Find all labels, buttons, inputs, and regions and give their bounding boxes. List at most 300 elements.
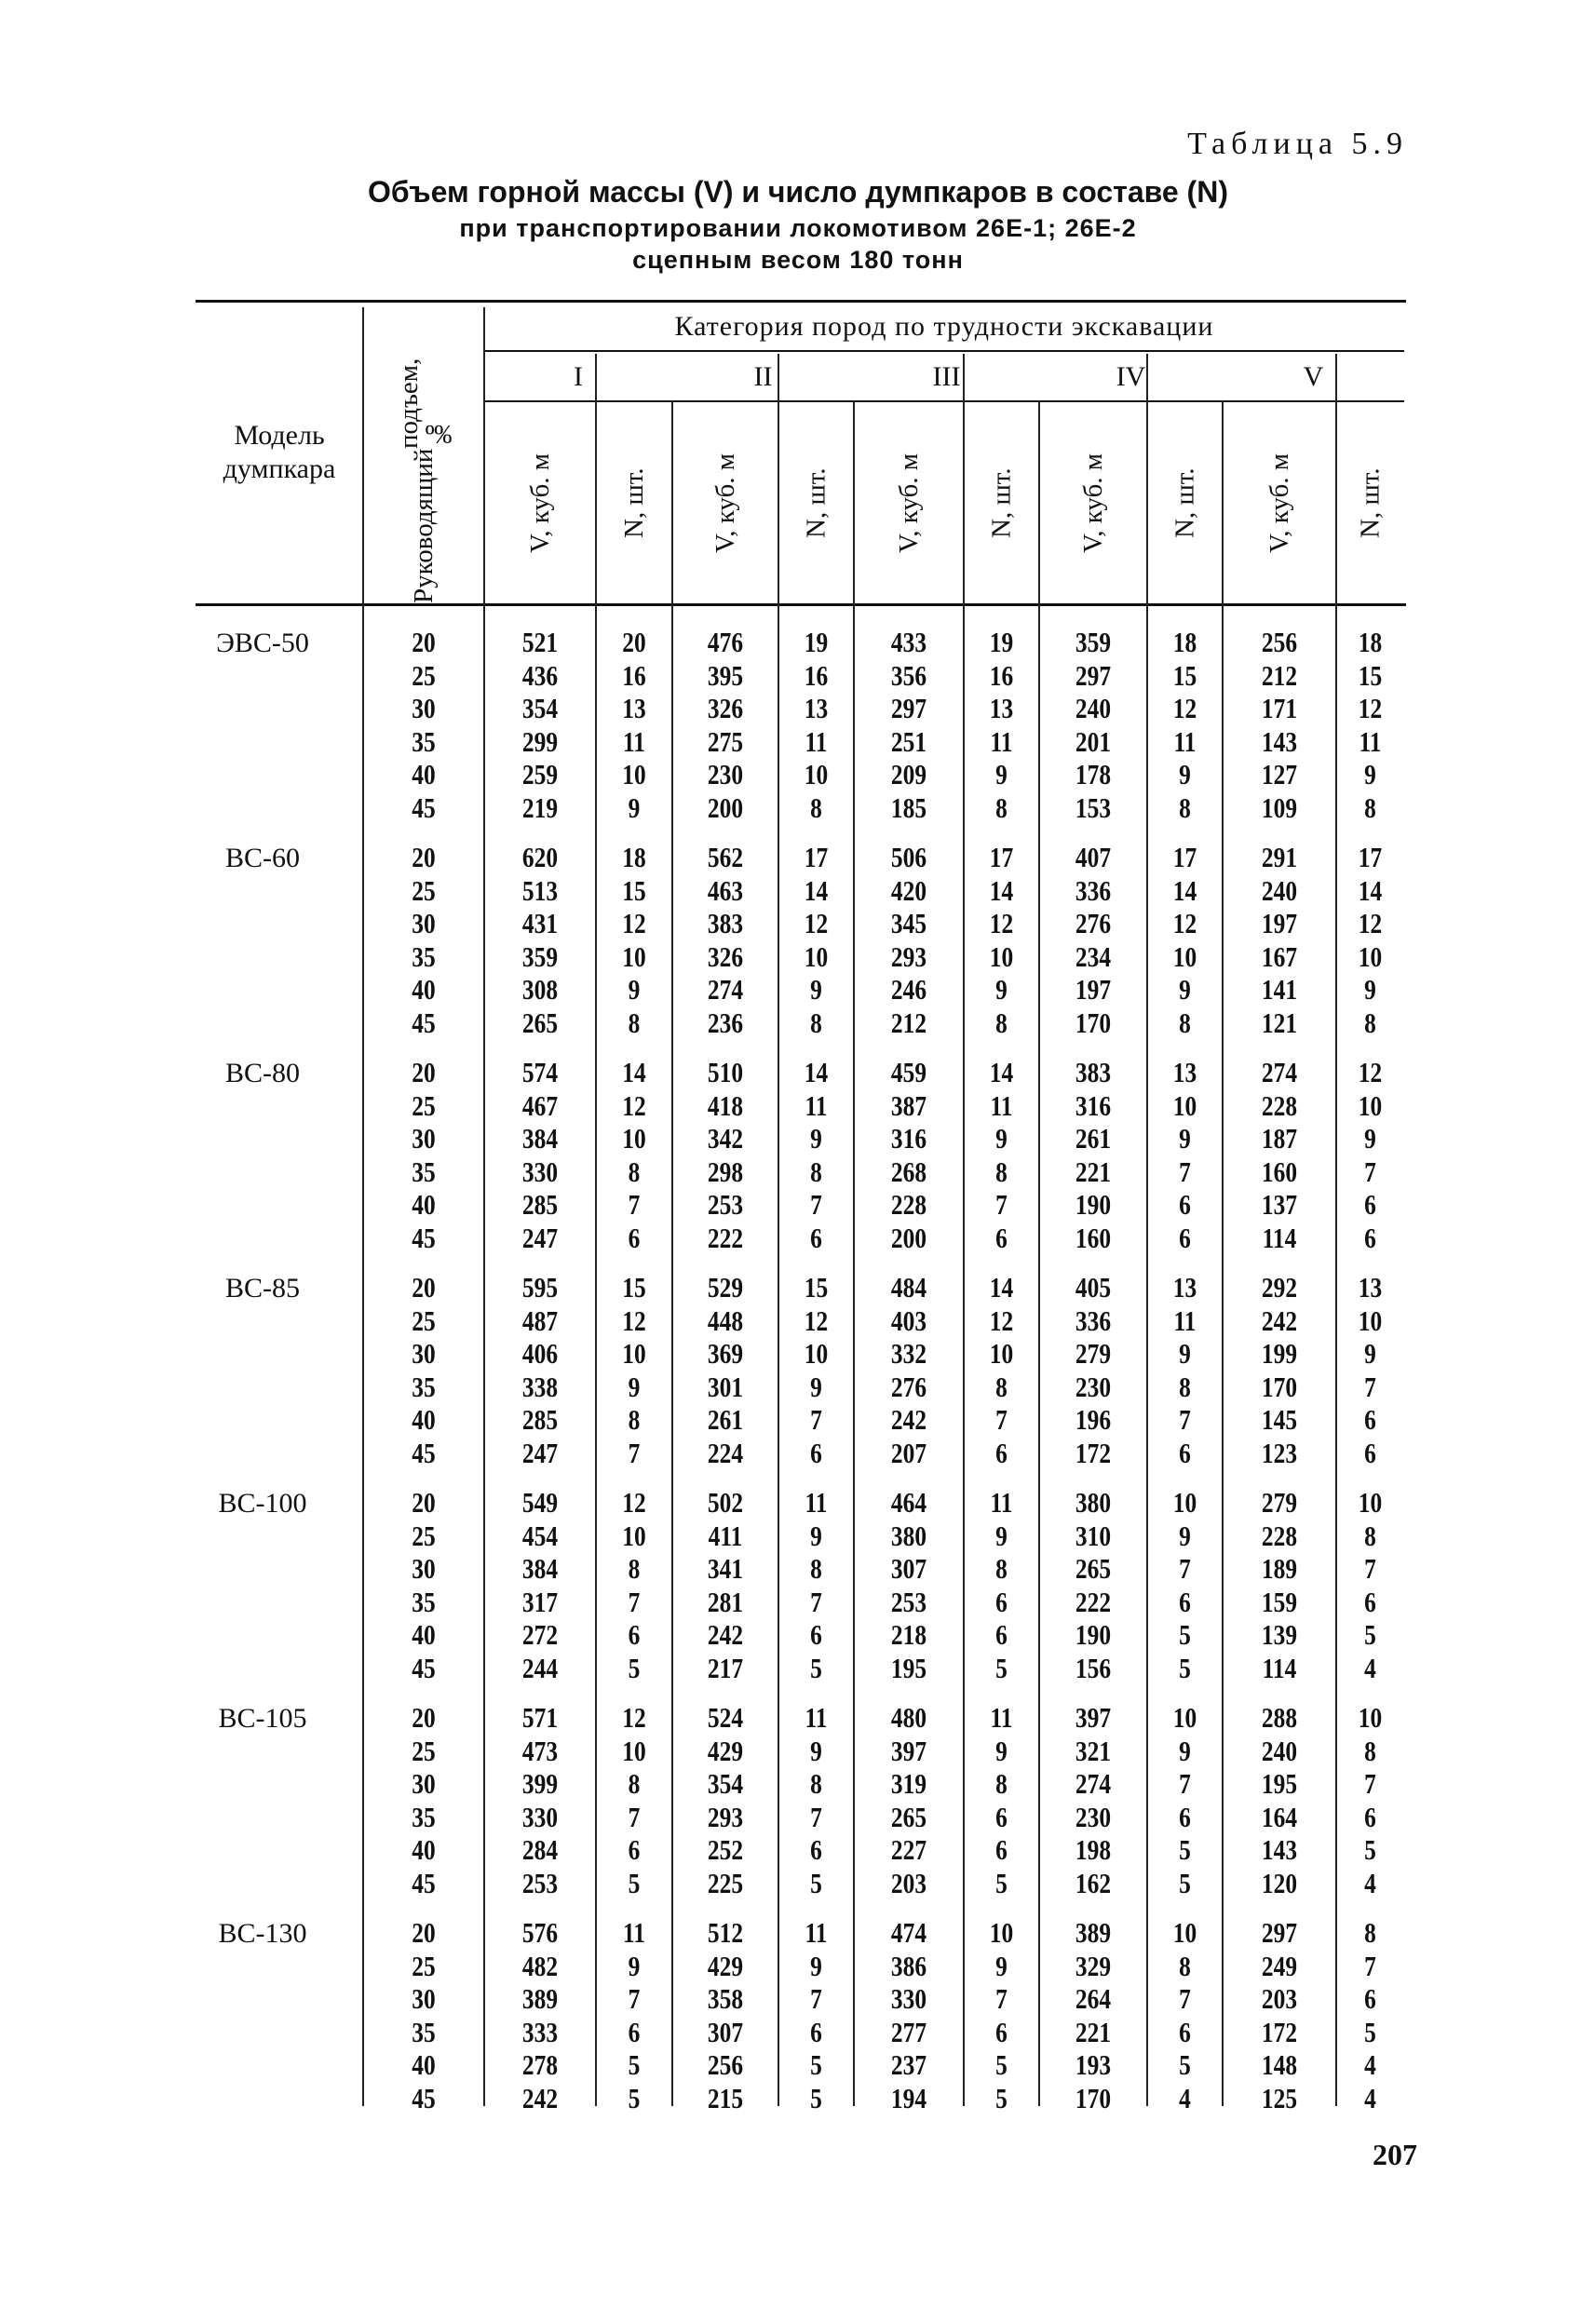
n-count-cell: 5	[810, 1866, 822, 1899]
n-count-cell: 14	[804, 873, 829, 907]
volume-cell: 212	[1261, 658, 1298, 692]
grade-cell: 45	[412, 1221, 436, 1254]
volume-cell: 330	[890, 1982, 927, 2015]
volume-cell: 620	[521, 841, 559, 873]
grade-cell: 35	[412, 1585, 436, 1618]
n-count-cell: 11	[1173, 724, 1197, 758]
volume-cell: 338	[521, 1370, 559, 1403]
grade-header-line-1: Руководящий	[409, 448, 439, 603]
volume-cell: 411	[708, 1519, 743, 1552]
volume-cell: 203	[890, 1866, 927, 1899]
n-count-cell: 9	[810, 1519, 822, 1552]
n-count-cell: 7	[628, 1188, 641, 1221]
volume-cell: 253	[521, 1866, 559, 1899]
volume-cell: 369	[707, 1337, 744, 1370]
n-count-cell: 9	[628, 973, 641, 1006]
grade-cell: 35	[412, 1800, 436, 1833]
n-count-cell: 9	[810, 1122, 822, 1155]
column-divider	[853, 400, 855, 2106]
n-count-cell: 6	[628, 2015, 641, 2048]
n-count-cell: 7	[1364, 1370, 1376, 1403]
n-count-cell: 8	[1364, 1734, 1376, 1767]
grade-cell: 45	[412, 2081, 436, 2114]
volume-cell: 244	[521, 1651, 559, 1684]
volume-cell: 261	[1075, 1122, 1112, 1155]
n-count-cell: 9	[995, 1949, 1008, 1982]
volume-cell: 429	[707, 1949, 744, 1982]
n-count-cell: 8	[1364, 1916, 1376, 1949]
n-count-cell: 10	[1172, 1088, 1197, 1122]
n-count-cell: 5	[1364, 1618, 1376, 1651]
n-count-cell: 7	[628, 1800, 641, 1833]
model-name: ВС-100	[218, 1488, 307, 1519]
n-count-cell: 13	[622, 692, 646, 724]
n-count-cell: 7	[1364, 1767, 1376, 1800]
volume-cell: 195	[890, 1651, 927, 1684]
n-count-cell: 14	[804, 1056, 829, 1088]
volume-cell: 326	[707, 692, 744, 724]
n-count-cell: 10	[989, 1337, 1014, 1370]
volume-cell: 230	[1075, 1800, 1112, 1833]
volume-cell: 299	[521, 724, 559, 758]
n-count-cell: 6	[1364, 1585, 1376, 1618]
n-count-cell: 9	[1364, 1122, 1376, 1155]
v-column-header: V, куб. м	[525, 453, 555, 553]
n-count-cell: 12	[989, 1304, 1014, 1337]
volume-cell: 217	[707, 1651, 744, 1684]
n-count-cell: 7	[628, 1436, 641, 1469]
volume-cell: 170	[1261, 1370, 1298, 1403]
volume-cell: 513	[521, 873, 559, 907]
n-count-cell: 6	[1179, 1221, 1191, 1254]
page-number: 207	[1373, 2138, 1417, 2171]
n-count-cell: 12	[1358, 1056, 1383, 1088]
volume-cell: 288	[1261, 1701, 1298, 1734]
volume-cell: 268	[890, 1155, 927, 1188]
volume-cell: 387	[890, 1088, 927, 1122]
n-count-cell: 6	[995, 1800, 1008, 1833]
volume-cell: 474	[890, 1916, 927, 1949]
model-name: ВС-60	[224, 843, 300, 873]
n-count-cell: 9	[628, 790, 641, 824]
volume-cell: 222	[1075, 1585, 1112, 1618]
n-count-cell: 4	[1364, 2081, 1376, 2114]
volume-cell: 549	[521, 1486, 559, 1519]
n-count-cell: 5	[810, 2048, 822, 2081]
n-count-cell: 7	[1364, 1949, 1376, 1982]
model-header: Модель думпкара	[223, 420, 336, 484]
n-count-cell: 15	[1358, 658, 1383, 692]
grade-cell: 25	[412, 873, 436, 907]
n-count-cell: 6	[628, 1833, 641, 1866]
volume-cell: 215	[707, 2081, 744, 2114]
volume-cell: 595	[521, 1271, 559, 1304]
volume-cell: 285	[521, 1403, 559, 1436]
n-count-cell: 6	[628, 1618, 641, 1651]
volume-cell: 209	[890, 758, 927, 790]
volume-cell: 228	[890, 1188, 927, 1221]
category-numeral: I	[574, 361, 583, 392]
n-count-cell: 8	[1364, 790, 1376, 824]
n-count-cell: 11	[805, 724, 828, 758]
volume-cell: 123	[1261, 1436, 1298, 1469]
n-count-cell: 5	[810, 2081, 822, 2114]
n-count-cell: 9	[1179, 1337, 1191, 1370]
volume-cell: 156	[1075, 1651, 1112, 1684]
n-count-cell: 9	[1179, 973, 1191, 1006]
n-count-cell: 9	[995, 758, 1008, 790]
grade-cell: 25	[412, 1734, 436, 1767]
volume-cell: 114	[1262, 1651, 1297, 1684]
n-count-cell: 9	[810, 1949, 822, 1982]
n-count-cell: 9	[810, 1370, 822, 1403]
volume-cell: 259	[521, 758, 559, 790]
column-divider	[778, 354, 779, 2106]
volume-cell: 228	[1261, 1519, 1298, 1552]
category-numeral: IV	[1116, 361, 1146, 392]
n-count-cell: 6	[995, 1221, 1008, 1254]
volume-cell: 464	[890, 1486, 927, 1519]
volume-cell: 332	[890, 1337, 927, 1370]
n-count-cell: 13	[1172, 1271, 1197, 1304]
n-count-cell: 10	[1358, 1486, 1383, 1519]
volume-cell: 159	[1261, 1585, 1298, 1618]
volume-cell: 354	[707, 1767, 744, 1800]
volume-cell: 429	[707, 1734, 744, 1767]
volume-cell: 354	[521, 692, 559, 724]
n-count-cell: 10	[1172, 1701, 1197, 1734]
n-count-cell: 5	[1179, 1866, 1191, 1899]
category-numeral: III	[932, 361, 961, 392]
volume-cell: 228	[1261, 1088, 1298, 1122]
volume-cell: 197	[1261, 907, 1298, 939]
volume-cell: 276	[1075, 907, 1112, 939]
n-count-cell: 6	[995, 1436, 1008, 1469]
n-count-cell: 11	[805, 1701, 828, 1734]
volume-cell: 249	[1261, 1949, 1298, 1982]
n-count-cell: 5	[995, 1651, 1008, 1684]
grade-cell: 30	[412, 1982, 436, 2015]
n-count-cell: 12	[989, 907, 1014, 939]
volume-cell: 197	[1075, 973, 1112, 1006]
volume-cell: 405	[1075, 1271, 1112, 1304]
volume-cell: 293	[707, 1800, 744, 1833]
n-count-cell: 8	[1179, 1006, 1191, 1039]
grade-cell: 40	[412, 1833, 436, 1866]
n-count-cell: 19	[804, 626, 829, 658]
n-count-cell: 19	[989, 626, 1014, 658]
volume-cell: 403	[890, 1304, 927, 1337]
n-count-cell: 7	[1179, 1552, 1191, 1585]
column-divider	[1335, 354, 1337, 2106]
volume-cell: 336	[1075, 1304, 1112, 1337]
volume-cell: 170	[1075, 2081, 1112, 2114]
volume-cell: 265	[521, 1006, 559, 1039]
n-count-cell: 6	[628, 1221, 641, 1254]
volume-cell: 293	[890, 939, 927, 973]
volume-cell: 143	[1261, 1833, 1298, 1866]
n-count-cell: 11	[805, 1486, 828, 1519]
volume-cell: 193	[1075, 2048, 1112, 2081]
n-count-cell: 17	[1172, 841, 1197, 873]
volume-cell: 207	[890, 1436, 927, 1469]
volume-cell: 190	[1075, 1618, 1112, 1651]
volume-cell: 336	[1075, 873, 1112, 907]
n-count-cell: 12	[1358, 907, 1383, 939]
volume-cell: 242	[521, 2081, 559, 2114]
grade-cell: 35	[412, 2015, 436, 2048]
n-count-cell: 5	[1179, 1833, 1191, 1866]
volume-cell: 307	[890, 1552, 927, 1585]
grade-cell: 20	[412, 1271, 436, 1304]
volume-cell: 145	[1261, 1403, 1298, 1436]
grade-cell: 40	[412, 1188, 436, 1221]
volume-cell: 109	[1261, 790, 1298, 824]
n-count-cell: 13	[1358, 1271, 1383, 1304]
n-count-cell: 14	[989, 1056, 1014, 1088]
n-count-cell: 14	[622, 1056, 646, 1088]
volume-cell: 329	[1075, 1949, 1112, 1982]
n-count-cell: 9	[995, 973, 1008, 1006]
volume-cell: 571	[521, 1701, 559, 1734]
model-name: ВС-130	[218, 1918, 307, 1949]
volume-cell: 407	[1075, 841, 1112, 873]
grade-cell: 25	[412, 1519, 436, 1552]
n-count-cell: 9	[1364, 1337, 1376, 1370]
n-count-cell: 10	[622, 1734, 646, 1767]
volume-cell: 227	[890, 1833, 927, 1866]
n-count-cell: 5	[995, 1866, 1008, 1899]
volume-cell: 482	[521, 1949, 559, 1982]
grade-cell: 35	[412, 1155, 436, 1188]
volume-cell: 198	[1075, 1833, 1112, 1866]
volume-cell: 281	[707, 1585, 744, 1618]
volume-cell: 277	[890, 2015, 927, 2048]
n-count-cell: 11	[1173, 1304, 1197, 1337]
n-count-cell: 10	[1358, 1304, 1383, 1337]
n-count-cell: 11	[622, 724, 646, 758]
volume-cell: 297	[890, 692, 927, 724]
grade-cell: 45	[412, 1436, 436, 1469]
volume-cell: 178	[1075, 758, 1112, 790]
volume-cell: 199	[1261, 1337, 1298, 1370]
v-column-header: V, куб. м	[1078, 453, 1108, 553]
n-count-cell: 17	[1358, 841, 1383, 873]
n-count-cell: 6	[810, 2015, 822, 2048]
volume-cell: 237	[890, 2048, 927, 2081]
v-column-header: V, куб. м	[710, 453, 740, 553]
grade-cell: 25	[412, 1949, 436, 1982]
n-count-cell: 9	[628, 1370, 641, 1403]
n-count-cell: 11	[990, 1701, 1013, 1734]
n-count-cell: 10	[622, 1122, 646, 1155]
volume-cell: 342	[707, 1122, 744, 1155]
n-count-cell: 8	[1364, 1006, 1376, 1039]
volume-cell: 524	[707, 1701, 744, 1734]
n-count-cell: 8	[995, 1006, 1008, 1039]
volume-cell: 316	[1075, 1088, 1112, 1122]
volume-cell: 476	[707, 626, 744, 658]
n-column-header: N, шт.	[1170, 467, 1200, 538]
volume-cell: 383	[707, 907, 744, 939]
volume-cell: 242	[707, 1618, 744, 1651]
n-count-cell: 4	[1364, 2048, 1376, 2081]
volume-cell: 222	[707, 1221, 744, 1254]
volume-cell: 265	[890, 1800, 927, 1833]
volume-cell: 253	[890, 1585, 927, 1618]
grade-cell: 20	[412, 1701, 436, 1734]
volume-cell: 240	[1075, 692, 1112, 724]
grade-cell: 30	[412, 1767, 436, 1800]
volume-cell: 399	[521, 1767, 559, 1800]
n-count-cell: 7	[628, 1585, 641, 1618]
volume-cell: 326	[707, 939, 744, 973]
n-count-cell: 6	[995, 1618, 1008, 1651]
n-count-cell: 6	[1179, 2015, 1191, 2048]
n-count-cell: 8	[1179, 1370, 1191, 1403]
volume-cell: 480	[890, 1701, 927, 1734]
volume-cell: 236	[707, 1006, 744, 1039]
n-count-cell: 7	[810, 1800, 822, 1833]
volume-cell: 171	[1261, 692, 1298, 724]
volume-cell: 137	[1261, 1188, 1298, 1221]
n-count-cell: 17	[804, 841, 829, 873]
n-count-cell: 7	[810, 1403, 822, 1436]
n-count-cell: 6	[995, 1585, 1008, 1618]
grade-cell: 45	[412, 1651, 436, 1684]
volume-cell: 436	[521, 658, 559, 692]
n-count-cell: 7	[810, 1585, 822, 1618]
grade-cell: 20	[412, 1056, 436, 1088]
n-count-cell: 11	[805, 1088, 828, 1122]
volume-cell: 356	[890, 658, 927, 692]
volume-cell: 247	[521, 1221, 559, 1254]
n-count-cell: 5	[1364, 1833, 1376, 1866]
n-count-cell: 10	[622, 1519, 646, 1552]
volume-cell: 160	[1261, 1155, 1298, 1188]
volume-cell: 395	[707, 658, 744, 692]
volume-cell: 242	[1261, 1304, 1298, 1337]
n-count-cell: 10	[804, 1337, 829, 1370]
volume-cell: 574	[521, 1056, 559, 1088]
volume-cell: 251	[890, 724, 927, 758]
n-count-cell: 8	[1179, 790, 1191, 824]
grade-cell: 30	[412, 1337, 436, 1370]
n-count-cell: 8	[810, 1552, 822, 1585]
n-count-cell: 10	[804, 758, 829, 790]
n-count-cell: 8	[628, 1155, 641, 1188]
volume-cell: 358	[707, 1982, 744, 2015]
n-count-cell: 10	[1172, 1486, 1197, 1519]
n-count-cell: 10	[1358, 1088, 1383, 1122]
n-count-cell: 12	[622, 1304, 646, 1337]
n-count-cell: 15	[622, 873, 646, 907]
column-divider	[595, 354, 597, 2106]
n-count-cell: 7	[810, 1188, 822, 1221]
n-count-cell: 7	[995, 1982, 1008, 2015]
n-count-cell: 5	[1179, 1618, 1191, 1651]
volume-cell: 172	[1075, 1436, 1112, 1469]
volume-cell: 212	[890, 1006, 927, 1039]
volume-cell: 196	[1075, 1403, 1112, 1436]
n-count-cell: 6	[810, 1618, 822, 1651]
n-count-cell: 5	[1179, 1651, 1191, 1684]
volume-cell: 341	[707, 1552, 744, 1585]
volume-cell: 261	[707, 1403, 744, 1436]
volume-cell: 153	[1075, 790, 1112, 824]
volume-cell: 359	[521, 939, 559, 973]
volume-cell: 247	[521, 1436, 559, 1469]
n-count-cell: 10	[622, 1337, 646, 1370]
grade-header-line-2: подъем, ‰	[394, 358, 453, 449]
n-count-cell: 6	[810, 1221, 822, 1254]
n-count-cell: 8	[810, 1155, 822, 1188]
n-count-cell: 7	[1364, 1552, 1376, 1585]
grade-cell: 40	[412, 1618, 436, 1651]
volume-cell: 127	[1261, 758, 1298, 790]
n-count-cell: 13	[804, 692, 829, 724]
n-count-cell: 12	[622, 1088, 646, 1122]
column-divider	[963, 354, 965, 2106]
n-count-cell: 5	[628, 2048, 641, 2081]
n-count-cell: 6	[995, 1833, 1008, 1866]
model-name: ЭВС-50	[216, 628, 309, 658]
n-count-cell: 11	[1359, 724, 1382, 758]
volume-cell: 521	[521, 626, 559, 658]
grade-cell: 35	[412, 1370, 436, 1403]
volume-cell: 487	[521, 1304, 559, 1337]
n-count-cell: 6	[1179, 1188, 1191, 1221]
column-divider	[1146, 354, 1148, 2106]
n-count-cell: 9	[1179, 1519, 1191, 1552]
volume-cell: 383	[1075, 1056, 1112, 1088]
volume-cell: 274	[1261, 1056, 1298, 1088]
volume-cell: 172	[1261, 2015, 1298, 2048]
n-count-cell: 6	[995, 2015, 1008, 2048]
grade-cell: 45	[412, 1866, 436, 1899]
volume-cell: 319	[890, 1767, 927, 1800]
grade-cell: 25	[412, 1088, 436, 1122]
n-count-cell: 12	[1172, 907, 1197, 939]
grade-cell: 20	[412, 1486, 436, 1519]
category-header: Категория пород по трудности экскавации	[674, 311, 1214, 342]
volume-cell: 224	[707, 1436, 744, 1469]
volume-cell: 317	[521, 1585, 559, 1618]
n-count-cell: 9	[628, 1949, 641, 1982]
n-count-cell: 9	[1364, 973, 1376, 1006]
n-count-cell: 5	[1179, 2048, 1191, 2081]
volume-cell: 160	[1075, 1221, 1112, 1254]
n-count-cell: 9	[1364, 758, 1376, 790]
grade-cell: 20	[412, 626, 436, 658]
category-rule	[484, 350, 1404, 352]
n-count-cell: 14	[989, 873, 1014, 907]
n-count-cell: 11	[990, 1088, 1013, 1122]
n-count-cell: 5	[1364, 2015, 1376, 2048]
n-count-cell: 8	[995, 1767, 1008, 1800]
volume-cell: 221	[1075, 2015, 1112, 2048]
n-count-cell: 16	[989, 658, 1014, 692]
grade-cell: 25	[412, 658, 436, 692]
volume-cell: 164	[1261, 1800, 1298, 1833]
volume-cell: 125	[1261, 2081, 1298, 2114]
n-count-cell: 4	[1364, 1866, 1376, 1899]
n-count-cell: 20	[622, 626, 646, 658]
volume-cell: 463	[707, 873, 744, 907]
volume-cell: 297	[1075, 658, 1112, 692]
n-count-cell: 8	[628, 1767, 641, 1800]
n-count-cell: 6	[1179, 1585, 1191, 1618]
